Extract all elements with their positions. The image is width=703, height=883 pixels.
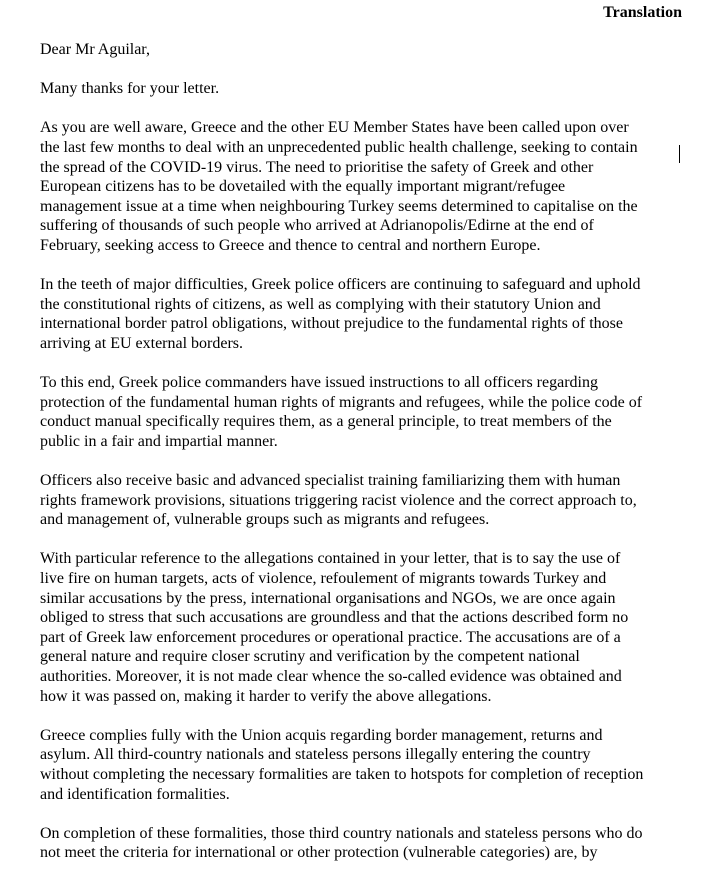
paragraph-line: part of Greek law enforcement procedures or operational practice. The accusations are of a <box>40 628 621 646</box>
paragraph-line: February, seeking access to Greece and thence to central and northern Europe. <box>40 236 541 254</box>
paragraph-line: the last few months to deal with an unprecedented public health challenge, seeking to contain <box>40 138 638 156</box>
paragraph-allegations <box>40 549 700 706</box>
paragraph-line: obliged to stress that such accusations are groundless and that the actions described form no <box>40 609 629 627</box>
paragraph-line: With particular reference to the allegations contained in your letter, that is to say the use of <box>40 550 621 568</box>
paragraph-line: and identification formalities. <box>40 785 230 803</box>
paragraph-line: Many thanks for your letter. <box>40 80 220 98</box>
paragraph-acquis <box>40 726 700 804</box>
paragraph-line: public in a fair and impartial manner. <box>40 432 278 450</box>
paragraph-training <box>40 471 700 530</box>
paragraph-line: similar accusations by the press, international organisations and NGOs, we are once again <box>40 589 616 607</box>
translation-label: Translation <box>603 4 682 21</box>
paragraph-line: without completing the necessary formalities are taken to hotspots for completion of reception <box>40 765 644 783</box>
paragraph-line: how it was passed on, making it harder to verify the above allegations. <box>40 687 492 705</box>
paragraph-line: protection of the fundamental human rights of migrants and refugees, while the police code of <box>40 393 643 411</box>
paragraph-line: international border patrol obligations, without prejudice to the fundamental rights of those <box>40 315 623 333</box>
paragraph-formalities <box>40 824 700 863</box>
paragraph-line: As you are well aware, Greece and the other EU Member States have been called upon over <box>40 119 629 137</box>
paragraph-covid-context <box>40 118 700 255</box>
paragraph-thanks <box>40 79 700 99</box>
paragraph-line: On completion of these formalities, those third country nationals and stateless persons who do <box>40 824 643 842</box>
salutation-text: Dear Mr Aguilar, <box>40 41 150 58</box>
paragraph-line: To this end, Greek police commanders have issued instructions to all officers regarding <box>40 374 598 392</box>
paragraph-line: European citizens has to be dovetailed with the equally important migrant/refugee <box>40 178 566 196</box>
paragraph-police-duties <box>40 275 700 353</box>
paragraph-line: Greece complies fully with the Union acquis regarding border management, returns and <box>40 726 603 744</box>
paragraph-line: arriving at EU external borders. <box>40 334 244 352</box>
paragraph-line: and management of, vulnerable groups such as migrants and refugees. <box>40 511 490 529</box>
paragraph-line: suffering of thousands of such people who arrived at Adrianopolis/Edirne at the end of <box>40 217 594 235</box>
paragraph-line: conduct manual specifically requires them, as a general principle, to treat members of the <box>40 413 612 431</box>
paragraph-line: not meet the criteria for international or other protection (vulnerable categories) are, by <box>40 844 598 862</box>
paragraph-line: management issue at a time when neighbouring Turkey seems determined to capitalise on the <box>40 197 638 215</box>
paragraph-instructions <box>40 373 700 451</box>
paragraph-line: the spread of the COVID-19 virus. The need to prioritise the safety of Greek and other <box>40 158 594 176</box>
paragraph-line: asylum. All third-country nationals and stateless persons illegally entering the country <box>40 746 591 764</box>
text-cursor <box>679 145 680 163</box>
paragraph-line: Officers also receive basic and advanced specialist training familiarizing them with human <box>40 472 621 490</box>
letter-body <box>40 40 700 883</box>
paragraph-line: the constitutional rights of citizens, as well as complying with their statutory Union and <box>40 295 601 313</box>
salutation <box>40 40 700 60</box>
paragraph-line: In the teeth of major difficulties, Greek police officers are continuing to safeguard and uphold <box>40 276 641 294</box>
paragraph-line: live fire on human targets, acts of violence, refoulement of migrants towards Turkey and <box>40 570 607 588</box>
paragraph-line: rights framework provisions, situations triggering racist violence and the correct approach to, <box>40 491 637 509</box>
paragraph-line: general nature and require closer scrutiny and verification by the competent national <box>40 648 580 666</box>
paragraph-line: authorities. Moreover, it is not made clear whence the so-called evidence was obtained and <box>40 668 622 685</box>
